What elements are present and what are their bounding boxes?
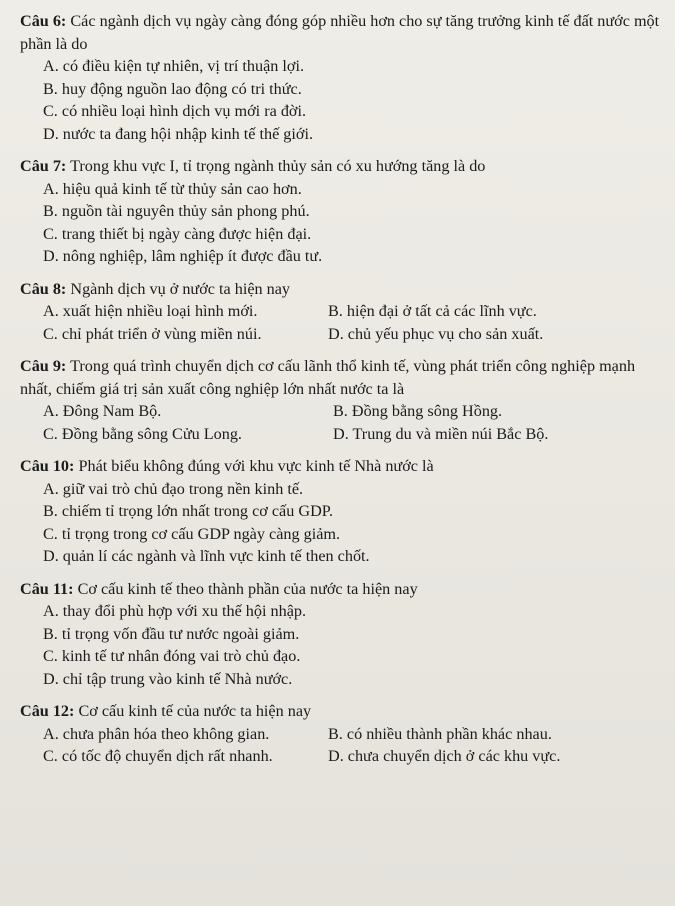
option-c: C. có tốc độ chuyển dịch rất nhanh. — [43, 747, 273, 765]
option-row — [20, 745, 661, 768]
option-c: C. trang thiết bị ngày càng được hiện đại. — [43, 224, 312, 243]
option-b: B. tỉ trọng vốn đầu tư nước ngoài giảm. — [43, 624, 300, 643]
option-d: D. chỉ tập trung vào kinh tế Nhà nước. — [43, 669, 293, 688]
question-number: Câu 10: — [20, 457, 75, 475]
question-stem — [20, 700, 661, 723]
option-b: B. Đồng bằng sông Hồng. — [333, 402, 503, 420]
option-c: C. chỉ phát triển ở vùng miền núi. — [43, 324, 262, 343]
option-a: A. giữ vai trò chủ đạo trong nền kinh tế. — [43, 479, 304, 498]
question-10 — [20, 455, 661, 568]
question-11 — [20, 578, 661, 691]
option-row — [20, 423, 661, 446]
option-d: D. chủ yếu phục vụ cho sản xuất. — [328, 324, 544, 343]
question-text: Trong khu vực I, tỉ trọng ngành thủy sản có xu hướng tăng là do — [66, 157, 486, 175]
option-row — [20, 723, 661, 746]
option-b: B. nguồn tài nguyên thủy sản phong phú. — [43, 202, 310, 220]
option-a: A. thay đổi phù hợp với xu thế hội nhập. — [43, 602, 307, 620]
option-row — [20, 400, 661, 423]
option-d: D. nước ta đang hội nhập kinh tế thế giới. — [43, 124, 314, 143]
option-c: C. tỉ trọng trong cơ cấu GDP ngày càng giảm. — [43, 524, 341, 543]
question-text: Cơ cấu kinh tế của nước ta hiện nay — [74, 702, 312, 720]
option-c: C. Đồng bằng sông Cửu Long. — [43, 424, 242, 443]
question-6 — [20, 10, 661, 145]
option-d: D. chưa chuyển dịch ở các khu vực. — [328, 747, 561, 765]
question-number: Câu 12: — [20, 702, 75, 720]
question-stem — [20, 10, 661, 55]
option-b: B. chiếm tỉ trọng lớn nhất trong cơ cấu GDP. — [43, 502, 334, 520]
question-stem — [20, 355, 661, 400]
option-c: C. có nhiều loại hình dịch vụ mới ra đời. — [43, 102, 307, 120]
question-number: Câu 9: — [20, 357, 67, 375]
question-number: Câu 11: — [20, 579, 74, 598]
question-stem — [20, 578, 661, 601]
option-d: D. Trung du và miền núi Bắc Bộ. — [333, 424, 549, 443]
option-a: A. chưa phân hóa theo không gian. — [43, 724, 270, 743]
option-d: D. nông nghiệp, lâm nghiệp ít được đầu tư. — [43, 247, 323, 265]
question-7 — [20, 155, 661, 268]
option-b: B. có nhiều thành phần khác nhau. — [328, 724, 552, 743]
question-8 — [20, 278, 661, 346]
option-a: A. hiệu quả kinh tế từ thủy sản cao hơn. — [43, 179, 302, 198]
option-a: A. Đông Nam Bộ. — [43, 402, 162, 420]
option-b: B. huy động nguồn lao động có tri thức. — [43, 79, 302, 98]
option-a: A. xuất hiện nhiều loại hình mới. — [43, 302, 258, 320]
option-b: B. hiện đại ở tất cả các lĩnh vực. — [328, 302, 537, 320]
question-12 — [20, 700, 661, 768]
question-number: Câu 6: — [20, 12, 67, 30]
option-row — [20, 300, 661, 323]
question-number: Câu 8: — [20, 279, 67, 298]
question-stem — [20, 278, 661, 301]
option-c: C. kinh tế tư nhân đóng vai trò chủ đạo. — [43, 647, 301, 665]
option-a: A. có điều kiện tự nhiên, vị trí thuận lợi. — [43, 57, 304, 75]
option-d: D. quản lí các ngành và lĩnh vực kinh tế then chốt. — [43, 547, 370, 565]
question-stem — [20, 155, 661, 178]
question-text: Các ngành dịch vụ ngày càng đóng góp nhiều hơn cho sự tăng trưởng kinh tế đất nước một phần là do — [20, 12, 660, 53]
question-text: Ngành dịch vụ ở nước ta hiện nay — [66, 279, 291, 298]
question-text: Phát biểu không đúng với khu vực kinh tế Nhà nước là — [74, 457, 434, 475]
question-number: Câu 7: — [20, 157, 67, 175]
question-9 — [20, 355, 661, 445]
option-row — [20, 323, 661, 346]
question-text: Cơ cấu kinh tế theo thành phần của nước ta hiện nay — [73, 579, 418, 598]
question-stem — [20, 455, 661, 478]
question-text: Trong quá trình chuyển dịch cơ cấu lãnh thổ kinh tế, vùng phát triển công nghiệp mạnh nhất, chiếm giá trị sản xuất công nghiệp lớn nhất nước ta là — [20, 357, 636, 398]
